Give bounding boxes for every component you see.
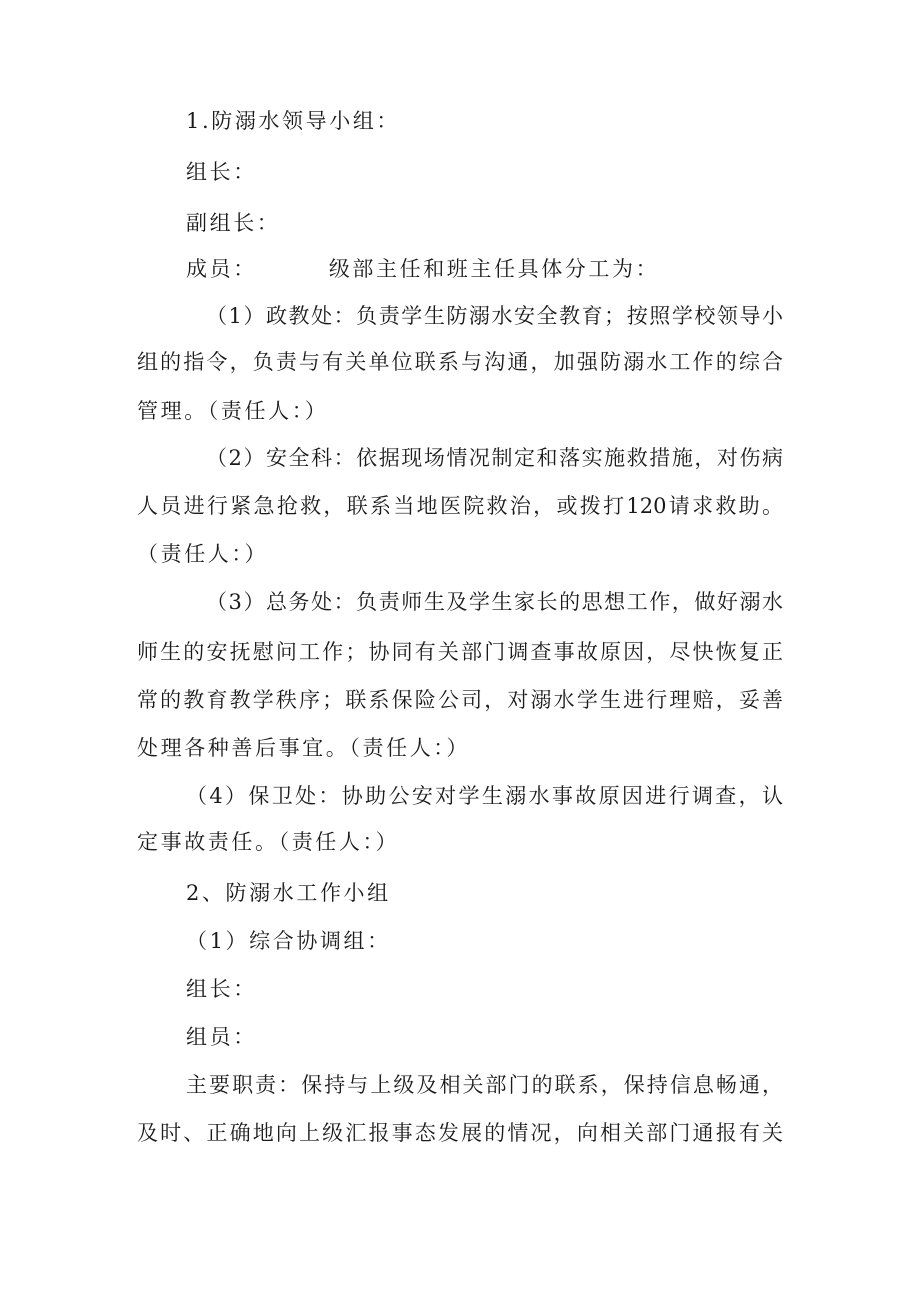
item-1-line-3: 管理。（责任人：） (137, 399, 329, 423)
item-4-line-2: 定事故责任。（责任人：） (137, 830, 400, 854)
leader-label: 组长： (186, 160, 257, 184)
subgroup-leader-label: 组长： (186, 977, 257, 1001)
item-3-line-2: 师生的安抚慰问工作；协同有关部门调查事故原因，尽快恢复正 (137, 640, 783, 664)
section-heading-2: 2、防溺水工作小组 (186, 881, 391, 905)
members-label: 成员： (186, 257, 257, 281)
item-2-line-1: （2）安全科：依据现场情况制定和落实施救措施，对伤病 (206, 446, 783, 470)
subgroup-members-label: 组员： (186, 1025, 257, 1049)
item-3-line-3: 常的教育教学秩序；联系保险公司，对溺水学生进行理赔，妥善 (137, 688, 783, 712)
section-heading-1: 1.防溺水领导小组： (186, 109, 401, 133)
duty-line-2: 及时、正确地向上级汇报事态发展的情况，向相关部门通报有关 (137, 1121, 783, 1145)
subgroup-heading-1: （1）综合协调组： (186, 929, 391, 953)
item-1-line-1: （1）政教处：负责学生防溺水安全教育；按照学校领导小 (206, 304, 783, 328)
item-3-line-1: （3）总务处：负责师生及学生家长的思想工作，做好溺水 (206, 590, 783, 614)
members-intro: 级部主任和班主任具体分工为： (328, 257, 660, 281)
item-1-line-2: 组的指令，负责与有关单位联系与沟通，加强防溺水工作的综合 (137, 350, 783, 374)
item-4-line-1: （4）保卫处：协助公安对学生溺水事故原因进行调查，认 (186, 784, 783, 808)
item-2-line-2: 人员进行紧急抢救，联系当地医院救治，或拨打120请求救助。 (137, 494, 783, 518)
duty-line-1: 主要职责：保持与上级及相关部门的联系，保持信息畅通， (186, 1073, 783, 1097)
item-2-line-3: （责任人：） (137, 542, 269, 566)
members-line (186, 254, 659, 284)
deputy-leader-label: 副组长： (186, 211, 281, 235)
item-3-line-4: 处理各种善后事宜。（责任人：） (137, 736, 470, 760)
